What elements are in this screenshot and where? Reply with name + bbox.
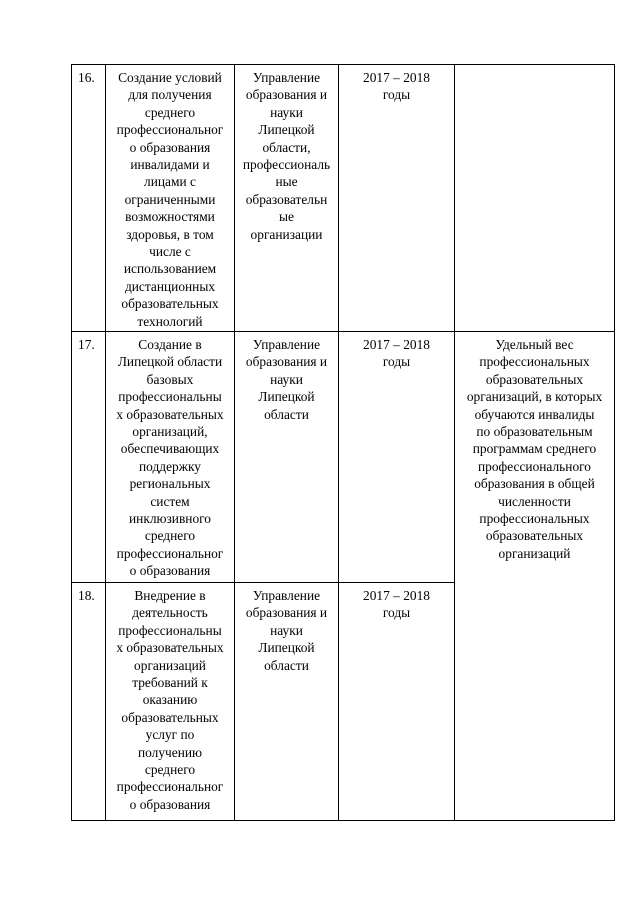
row-number-cell: 17. (72, 332, 106, 583)
executor-cell: Управление образования и науки Липецкой области (235, 583, 339, 821)
measures-table (71, 64, 615, 821)
measure-cell: Внедрение в деятельность профессиональны х образовательных организаций требований к оказанию образовательных услуг по получению среднего профессиональног о образования (106, 583, 235, 821)
measure-cell: Создание условий для получения среднего профессиональног о образования инвалидами и лицами с ограниченными возможностями здоровья, в том числе с использованием дистанционных образовательных технологий (106, 65, 235, 332)
executor-cell: Управление образования и науки Липецкой области, профессиональ ные образовательн ые организации (235, 65, 339, 332)
indicator-cell: Удельный вес профессиональных образовательных организаций, в которых обучаются инвалиды по образовательным программам среднего профессионального образования в общей численности профессиональных образовательных организаций (455, 332, 615, 821)
row-number-cell: 16. (72, 65, 106, 332)
period-cell: 2017 – 2018 годы (339, 583, 455, 821)
executor-cell: Управление образования и науки Липецкой области (235, 332, 339, 583)
row-number-cell: 18. (72, 583, 106, 821)
table-row (72, 65, 615, 332)
indicator-cell (455, 65, 615, 332)
measure-cell: Создание в Липецкой области базовых профессиональны х образовательных организаций, обеспечивающих поддержку региональных систем инклюзивного среднего профессиональног о образования (106, 332, 235, 583)
period-cell: 2017 – 2018 годы (339, 65, 455, 332)
period-cell: 2017 – 2018 годы (339, 332, 455, 583)
table-row (72, 332, 615, 583)
